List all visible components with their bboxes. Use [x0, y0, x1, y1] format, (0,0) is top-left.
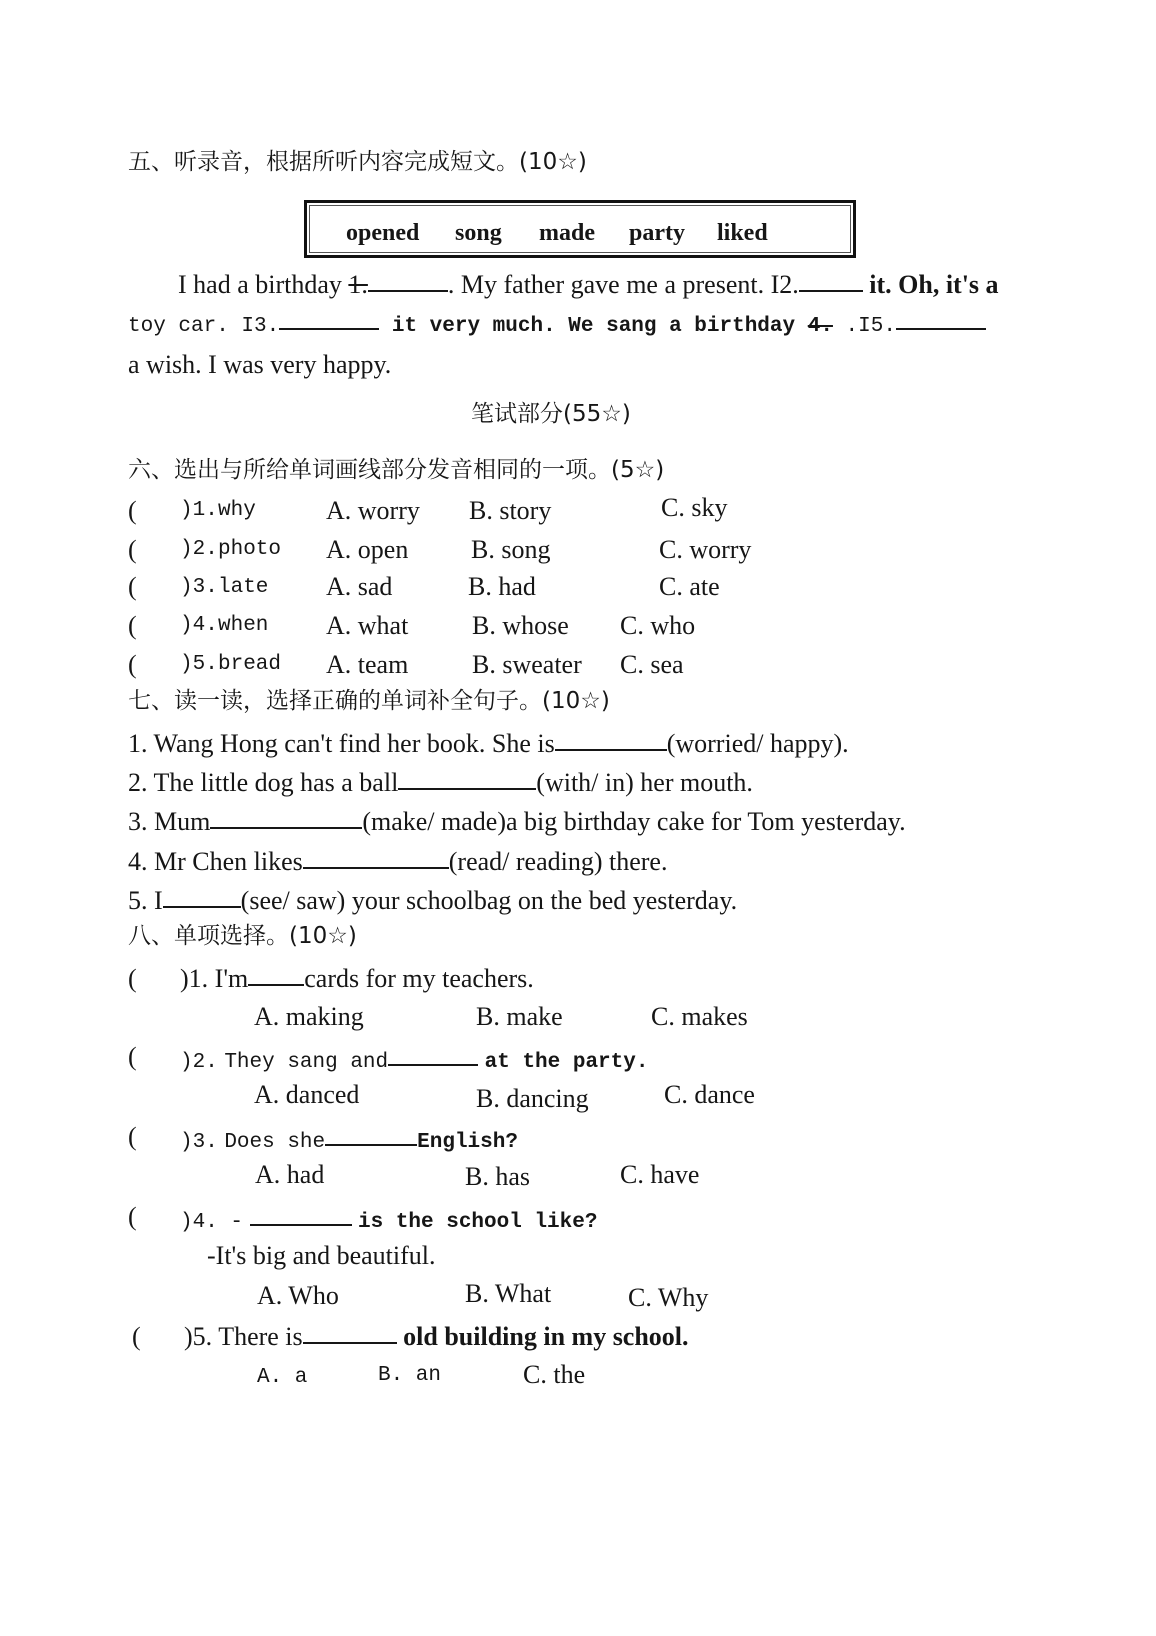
passage-line-2: toy car. I3. it very much. We sang a birthday 4. .I5.: [128, 314, 986, 337]
blank-4-number: 4.: [807, 315, 833, 338]
answer-paren[interactable]: (: [128, 572, 137, 601]
question-blank[interactable]: [303, 1342, 397, 1344]
answer-paren[interactable]: (: [132, 1322, 141, 1351]
option-a[interactable]: A. a: [257, 1366, 308, 1389]
option-c[interactable]: C. the: [523, 1360, 586, 1389]
answer-paren[interactable]: (: [128, 496, 137, 525]
option-c[interactable]: C. sea: [620, 650, 684, 679]
word-bank-item: liked: [717, 220, 768, 246]
option-b[interactable]: B. What: [465, 1279, 552, 1308]
passage-line-1: I had a birthday 1. . My father gave me a present. I2. it. Oh, it's a: [178, 270, 999, 299]
question-blank[interactable]: [250, 1224, 352, 1226]
option-a[interactable]: A. making: [254, 1002, 364, 1031]
given-word: bread: [218, 653, 282, 676]
sentence-blank[interactable]: [303, 867, 449, 869]
sentence-blank[interactable]: [163, 906, 241, 908]
answer-blank-1[interactable]: [368, 290, 448, 292]
option-a[interactable]: A. what: [326, 611, 409, 640]
section-6-heading: 六、选出与所给单词画线部分发音相同的一项。(5☆): [128, 457, 665, 483]
word-bank-item: opened: [346, 220, 420, 246]
word-bank-box: [304, 200, 856, 258]
answer-paren[interactable]: (: [128, 535, 137, 564]
section-7-heading: 七、读一读，选择正确的单词补全句子。(10☆): [128, 688, 610, 714]
option-a[interactable]: A. Who: [257, 1281, 339, 1310]
blank-1-number: 1.: [348, 270, 368, 299]
option-a[interactable]: A. open: [326, 535, 409, 564]
sentence-3: 3. Mum (make/ made)a big birthday cake for Tom yesterday.: [128, 807, 906, 836]
option-c[interactable]: C. sky: [661, 493, 728, 522]
option-b[interactable]: B. dancing: [476, 1084, 589, 1113]
blank-2-number: 2.: [779, 270, 799, 299]
sentence-blank[interactable]: [398, 788, 536, 790]
option-c[interactable]: C. Why: [628, 1283, 709, 1312]
option-c[interactable]: C. dance: [664, 1080, 755, 1109]
sentence-2: 2. The little dog has a ball (with/ in) her mouth.: [128, 768, 753, 797]
option-b[interactable]: B. has: [465, 1162, 530, 1191]
word-bank-item: made: [539, 220, 595, 246]
option-b[interactable]: B. had: [468, 572, 536, 601]
option-b[interactable]: B. sweater: [472, 650, 582, 679]
word-bank-item: party: [629, 220, 685, 246]
option-b[interactable]: B. make: [476, 1002, 563, 1031]
option-b[interactable]: B. an: [378, 1364, 442, 1387]
option-c[interactable]: C. worry: [659, 535, 752, 564]
question-blank[interactable]: [248, 984, 304, 986]
answer-paren[interactable]: (: [128, 964, 137, 993]
passage-line-3: a wish. I was very happy.: [128, 350, 392, 379]
answer-blank-5[interactable]: [896, 328, 986, 330]
question-blank[interactable]: [325, 1144, 417, 1146]
option-b[interactable]: B. whose: [472, 611, 569, 640]
sentence-1: 1. Wang Hong can't find her book. She is (worried/ happy).: [128, 729, 849, 758]
mc-answer-line-4: -It's big and beautiful.: [207, 1241, 436, 1270]
option-b[interactable]: B. story: [469, 496, 552, 525]
sentence-5: 5. I (see/ saw) your schoolbag on the bed yesterday.: [128, 886, 738, 915]
given-word: photo: [218, 538, 282, 561]
answer-paren[interactable]: (: [128, 611, 137, 640]
option-b[interactable]: B. song: [471, 535, 551, 564]
written-part-title: 笔试部分(55☆): [471, 401, 631, 427]
question-blank[interactable]: [388, 1064, 478, 1066]
sentence-4: 4. Mr Chen likes (read/ reading) there.: [128, 847, 668, 876]
option-c[interactable]: C. who: [620, 611, 696, 640]
option-c[interactable]: C. ate: [659, 572, 720, 601]
option-a[interactable]: A. sad: [326, 572, 393, 601]
answer-paren[interactable]: (: [128, 650, 137, 679]
option-c[interactable]: C. have: [620, 1160, 700, 1189]
section-5-heading: 五、听录音，根据所听内容完成短文。(10☆): [128, 149, 587, 175]
blank-3-number: 3.: [254, 315, 280, 338]
answer-paren[interactable]: (: [128, 1042, 137, 1071]
section-8-heading: 八、单项选择。(10☆): [128, 923, 357, 949]
option-c[interactable]: C. makes: [651, 1002, 748, 1031]
answer-blank-2[interactable]: [799, 290, 863, 292]
given-word: late: [218, 576, 269, 599]
option-a[interactable]: A. danced: [254, 1080, 360, 1109]
given-word: when: [218, 614, 269, 637]
blank-5-number: 5.: [870, 315, 896, 338]
option-a[interactable]: A. team: [326, 650, 409, 679]
sentence-blank[interactable]: [555, 749, 667, 751]
sentence-blank[interactable]: [210, 827, 362, 829]
option-a[interactable]: A. worry: [326, 496, 420, 525]
answer-paren[interactable]: (: [128, 1122, 137, 1151]
option-a[interactable]: A. had: [255, 1160, 325, 1189]
answer-blank-3[interactable]: [279, 328, 379, 330]
given-word: why: [218, 499, 256, 522]
word-bank-item: song: [455, 220, 502, 246]
answer-paren[interactable]: (: [128, 1202, 137, 1231]
